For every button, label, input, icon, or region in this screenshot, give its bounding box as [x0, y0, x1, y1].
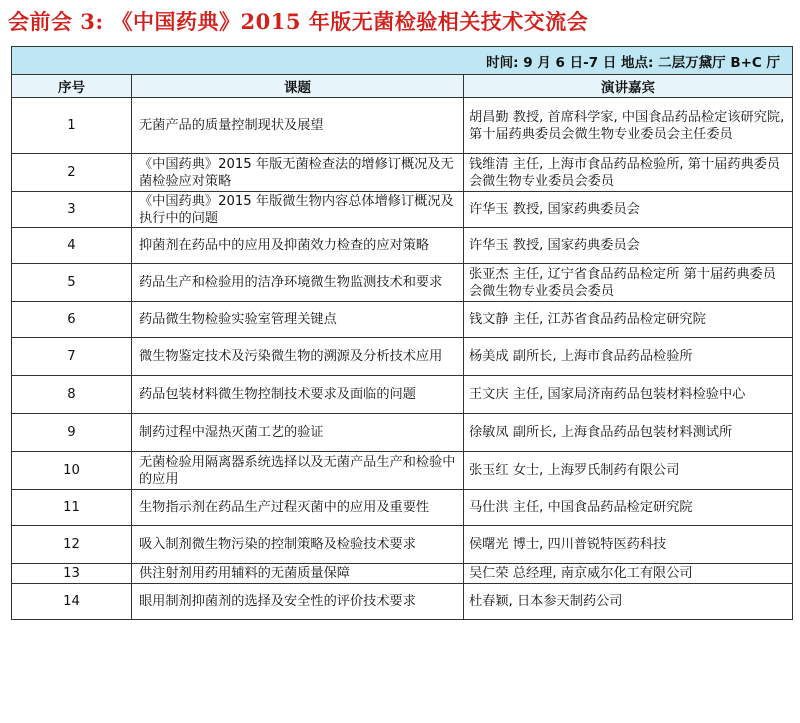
row-number: 7	[12, 338, 132, 376]
row-speaker: 徐敏凤 副所长, 上海食品药品包装材料测试所	[464, 414, 793, 452]
row-speaker: 许华玉 教授, 国家药典委员会	[464, 228, 793, 264]
row-number: 6	[12, 302, 132, 338]
row-speaker: 马仕洪 主任, 中国食品药品检定研究院	[464, 490, 793, 526]
row-number: 10	[12, 452, 132, 490]
row-number: 4	[12, 228, 132, 264]
row-speaker: 杜春颖, 日本参天制药公司	[464, 584, 793, 620]
table-row	[12, 376, 793, 414]
table-header-row	[12, 75, 793, 98]
table-row	[12, 584, 793, 620]
row-topic: 制药过程中湿热灭菌工艺的验证	[132, 414, 464, 452]
schedule-table	[11, 46, 793, 620]
row-speaker: 王文庆 主任, 国家局济南药品包装材料检验中心	[464, 376, 793, 414]
row-speaker: 钱维清 主任, 上海市食品药品检验所, 第十届药典委员会微生物专业委员会委员	[464, 154, 793, 192]
time-location-text: 时间: 9 月 6 日-7 日 地点: 二层万黛厅 B+C 厅	[12, 47, 793, 75]
table-row	[12, 302, 793, 338]
row-number: 12	[12, 526, 132, 564]
table-row	[12, 526, 793, 564]
row-topic: 《中国药典》2015 年版无菌检查法的增修订概况及无菌检验应对策略	[132, 154, 464, 192]
row-topic: 供注射剂用药用辅料的无菌质量保障	[132, 564, 464, 584]
table-row	[12, 192, 793, 228]
row-number: 14	[12, 584, 132, 620]
row-topic: 眼用制剂抑菌剂的选择及安全性的评价技术要求	[132, 584, 464, 620]
table-row	[12, 452, 793, 490]
table-row	[12, 264, 793, 302]
row-number: 3	[12, 192, 132, 228]
row-speaker: 许华玉 教授, 国家药典委员会	[464, 192, 793, 228]
table-row	[12, 414, 793, 452]
row-speaker: 胡昌勤 教授, 首席科学家, 中国食品药品检定该研究院, 第十届药典委员会微生物专业委员会主任委员	[464, 98, 793, 154]
row-topic: 无菌检验用隔离器系统选择以及无菌产品生产和检验中的应用	[132, 452, 464, 490]
row-topic: 吸入制剂微生物污染的控制策略及检验技术要求	[132, 526, 464, 564]
row-number: 2	[12, 154, 132, 192]
row-speaker: 张亚杰 主任, 辽宁省食品药品检定所 第十届药典委员会微生物专业委员会委员	[464, 264, 793, 302]
page-title: 会前会 3: 《中国药典》2015 年版无菌检验相关技术交流会	[8, 9, 589, 34]
row-speaker: 杨美成 副所长, 上海市食品药品检验所	[464, 338, 793, 376]
row-topic: 《中国药典》2015 年版微生物内容总体增修订概况及执行中的问题	[132, 192, 464, 228]
row-number: 5	[12, 264, 132, 302]
row-speaker: 张玉红 女士, 上海罗氏制药有限公司	[464, 452, 793, 490]
row-speaker: 侯曙光 博士, 四川普锐特医药科技	[464, 526, 793, 564]
header-speaker: 演讲嘉宾	[464, 75, 793, 98]
row-topic: 抑菌剂在药品中的应用及抑菌效力检查的应对策略	[132, 228, 464, 264]
table-row	[12, 98, 793, 154]
row-number: 1	[12, 98, 132, 154]
header-topic: 课题	[132, 75, 464, 98]
table-row	[12, 228, 793, 264]
row-topic: 药品生产和检验用的洁净环境微生物监测技术和要求	[132, 264, 464, 302]
row-number: 8	[12, 376, 132, 414]
row-speaker: 吴仁荣 总经理, 南京威尔化工有限公司	[464, 564, 793, 584]
row-number: 13	[12, 564, 132, 584]
table-row	[12, 490, 793, 526]
row-topic: 药品微生物检验实验室管理关键点	[132, 302, 464, 338]
row-number: 11	[12, 490, 132, 526]
time-location-row	[12, 47, 793, 75]
row-number: 9	[12, 414, 132, 452]
table-row	[12, 154, 793, 192]
header-num: 序号	[12, 75, 132, 98]
row-speaker: 钱文静 主任, 江苏省食品药品检定研究院	[464, 302, 793, 338]
row-topic: 无菌产品的质量控制现状及展望	[132, 98, 464, 154]
table-row	[12, 338, 793, 376]
row-topic: 生物指示剂在药品生产过程灭菌中的应用及重要性	[132, 490, 464, 526]
row-topic: 药品包装材料微生物控制技术要求及面临的问题	[132, 376, 464, 414]
row-topic: 微生物鉴定技术及污染微生物的溯源及分析技术应用	[132, 338, 464, 376]
table-row	[12, 564, 793, 584]
